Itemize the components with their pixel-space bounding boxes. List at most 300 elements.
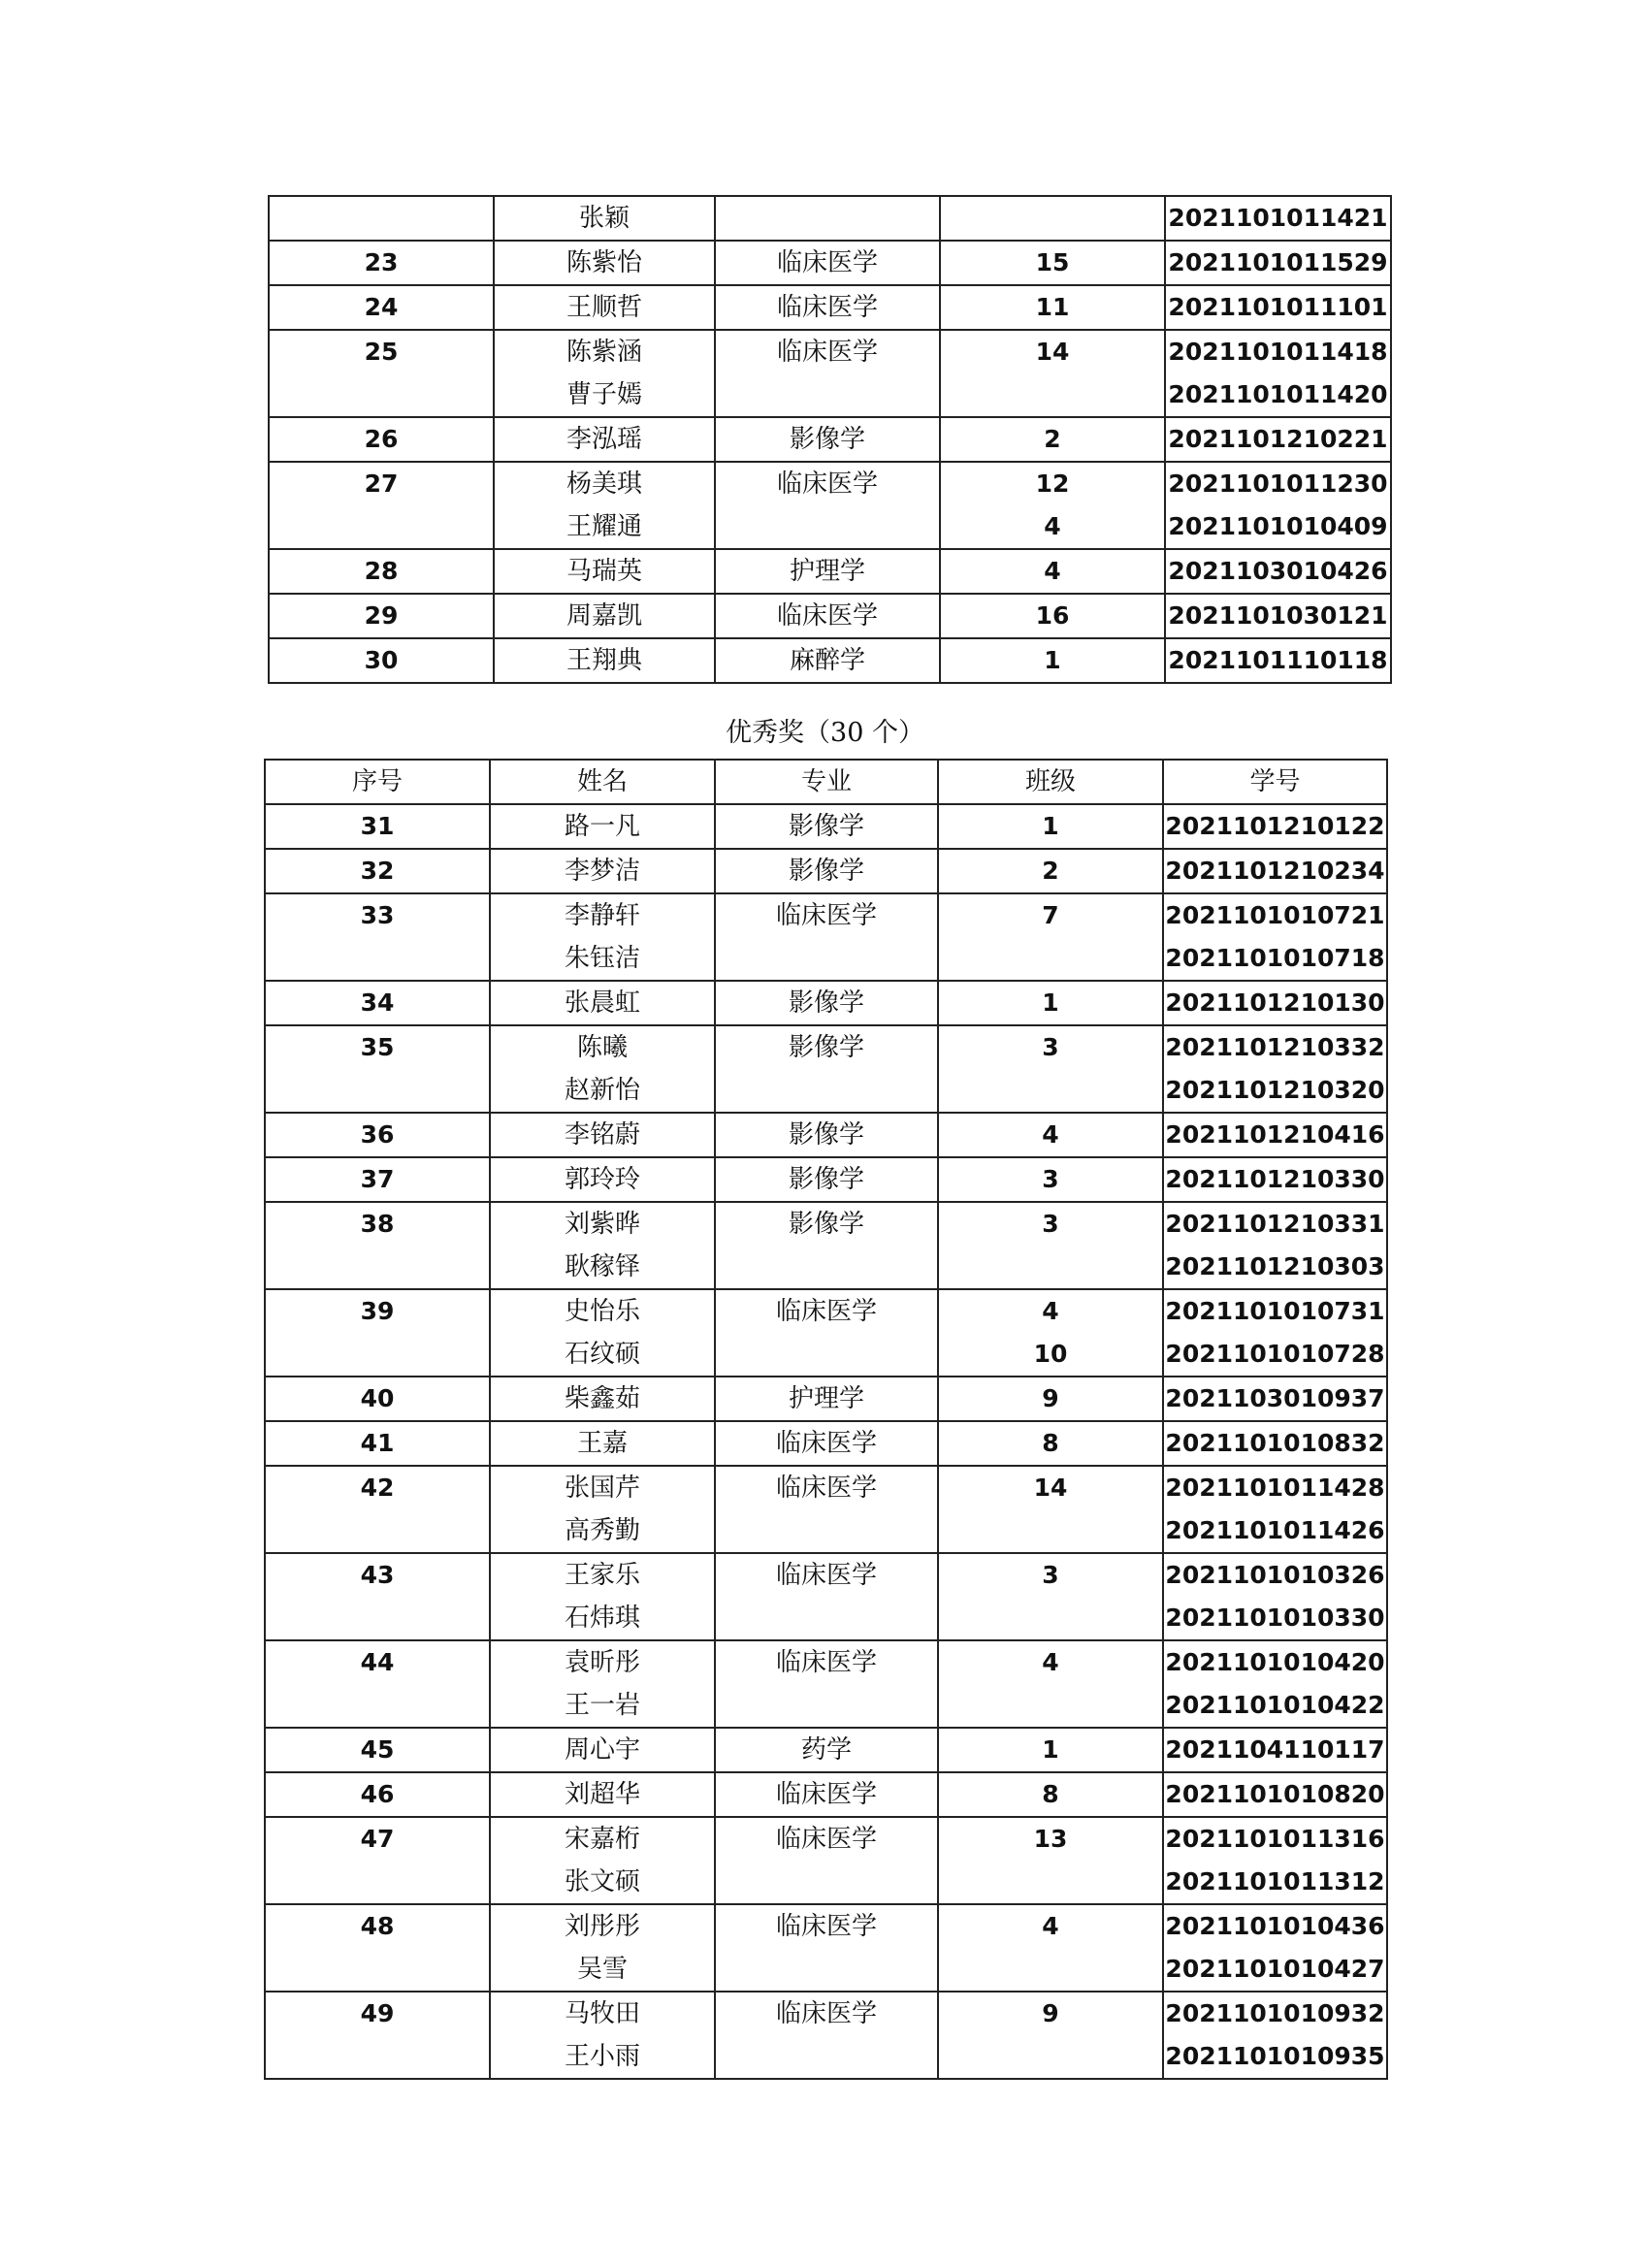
row-number-text: 33 (360, 901, 395, 929)
student-name (490, 981, 715, 1025)
major (715, 1157, 938, 1202)
class-number-text (939, 2035, 1162, 2078)
table-row (265, 893, 1387, 981)
major-text (716, 373, 939, 416)
class-number (938, 1421, 1163, 1466)
table-row (265, 1157, 1387, 1202)
major (715, 1817, 938, 1904)
major (715, 594, 940, 638)
class-number-text: 1 (1042, 988, 1059, 1017)
row-number-text (266, 1684, 489, 1727)
student-id-text: 2021101010409 (1168, 512, 1388, 540)
row-number (269, 638, 494, 683)
class-number (938, 1157, 1163, 1202)
major-text: 临床医学 (775, 1648, 877, 1677)
row-number-text: 29 (364, 601, 399, 630)
row-number (265, 1466, 490, 1553)
student-name-text: 曹子嫣 (566, 380, 642, 409)
major-text: 临床医学 (775, 1474, 877, 1503)
student-name (490, 1553, 715, 1640)
student-id-text: 2021101011101 (1168, 293, 1388, 321)
class-number-text (941, 197, 1164, 240)
row-number (265, 1904, 490, 1992)
class-number (938, 1025, 1163, 1113)
student-id (1163, 1377, 1387, 1421)
student-name-text: 石炜琪 (564, 1604, 640, 1633)
major (715, 1992, 938, 2079)
table-row (265, 1377, 1387, 1421)
table-row (265, 1772, 1387, 1817)
row-number-text (266, 2035, 489, 2078)
table-header (265, 760, 1387, 804)
row-number-text: 25 (364, 338, 399, 366)
student-id-text: 2021101010330 (1165, 1604, 1385, 1632)
table-row (265, 804, 1387, 849)
student-id-text: 2021101210234 (1165, 857, 1385, 885)
student-name-text: 石纹硕 (564, 1340, 640, 1369)
class-number-text: 2 (1042, 857, 1059, 885)
major-text (716, 1861, 937, 1903)
student-id (1165, 330, 1391, 417)
student-name-text: 张颖 (578, 204, 630, 233)
class-number-text: 8 (1042, 1780, 1059, 1808)
class-number-text: 16 (1035, 601, 1070, 630)
class-number-text: 8 (1042, 1429, 1059, 1457)
major-text: 影像学 (788, 1120, 864, 1150)
major (715, 1377, 938, 1421)
student-id-text: 2021101011418 (1168, 338, 1388, 366)
student-name-text: 王耀通 (566, 512, 642, 541)
student-id-text: 2021103010426 (1168, 557, 1388, 585)
major-text: 临床医学 (776, 293, 878, 322)
table-row (265, 1289, 1387, 1377)
major (715, 1113, 938, 1157)
student-name-text: 周嘉凯 (566, 601, 642, 631)
student-id (1163, 1553, 1387, 1640)
student-id-text: 2021101010820 (1165, 1780, 1385, 1808)
major (715, 1202, 938, 1289)
major-text (716, 1597, 937, 1639)
row-number-text: 31 (360, 812, 395, 840)
major-text (716, 1246, 937, 1288)
row-number (265, 1817, 490, 1904)
student-name-text: 陈紫怡 (566, 248, 642, 277)
table-row (265, 1553, 1387, 1640)
major-text: 临床医学 (775, 1999, 877, 2028)
student-name (494, 638, 715, 683)
class-number (938, 1466, 1163, 1553)
student-name-text: 王顺哲 (566, 293, 642, 322)
student-name-text: 袁昕彤 (564, 1648, 640, 1677)
student-id (1163, 1421, 1387, 1466)
table-row (265, 1202, 1387, 1289)
table-row (265, 1817, 1387, 1904)
class-number (938, 1817, 1163, 1904)
student-name-text: 李静轩 (564, 901, 640, 930)
student-id-text: 2021101011230 (1168, 470, 1388, 498)
major-text: 影像学 (788, 812, 864, 841)
student-id-text: 2021103010937 (1165, 1384, 1385, 1412)
student-id (1163, 1466, 1387, 1553)
class-number-text (939, 1246, 1162, 1288)
student-name-text: 路一凡 (564, 812, 640, 841)
student-id-text: 2021101011421 (1168, 204, 1388, 232)
major (715, 1640, 938, 1728)
student-name-text: 王家乐 (564, 1561, 640, 1590)
student-id (1165, 462, 1391, 549)
student-id (1163, 849, 1387, 893)
table-row (269, 594, 1391, 638)
table-row (269, 638, 1391, 683)
student-id (1163, 893, 1387, 981)
student-id-text: 2021101010731 (1165, 1297, 1385, 1325)
class-number-text: 7 (1042, 901, 1059, 929)
student-name (490, 1817, 715, 1904)
student-name-text: 王嘉 (576, 1429, 628, 1458)
row-number (265, 1113, 490, 1157)
header-row (265, 760, 1387, 804)
class-number-text: 4 (1044, 512, 1061, 540)
student-id (1165, 196, 1391, 241)
student-name (490, 1289, 715, 1377)
class-number-text: 11 (1035, 293, 1070, 321)
major (715, 241, 940, 285)
major (715, 549, 940, 594)
student-id-text: 2021101010932 (1165, 1999, 1385, 2027)
class-number-text (939, 1509, 1162, 1552)
row-number-text: 39 (360, 1297, 395, 1325)
student-name-text: 陈紫涵 (566, 338, 642, 367)
student-id (1163, 804, 1387, 849)
class-number-text: 9 (1042, 1999, 1059, 2027)
class-number-text: 3 (1042, 1561, 1059, 1589)
major-text (716, 197, 939, 240)
row-number-text (266, 937, 489, 980)
row-number (269, 594, 494, 638)
major-text: 影像学 (789, 425, 865, 454)
class-number (940, 417, 1165, 462)
table-row (269, 330, 1391, 417)
major-text: 临床医学 (776, 338, 878, 367)
row-number (265, 1202, 490, 1289)
major-text (716, 505, 939, 548)
row-number (265, 1553, 490, 1640)
row-number-text: 38 (360, 1210, 395, 1238)
table-row (265, 1728, 1387, 1772)
continued-table-body (269, 196, 1391, 683)
row-number-text (266, 1246, 489, 1288)
class-number-text: 1 (1042, 812, 1059, 840)
student-id (1163, 1202, 1387, 1289)
row-number-text (266, 1509, 489, 1552)
student-name-text: 高秀勤 (564, 1516, 640, 1545)
class-number (940, 549, 1165, 594)
table-row (265, 1904, 1387, 1992)
student-name (494, 241, 715, 285)
class-number-text: 3 (1042, 1210, 1059, 1238)
student-name-text: 刘彤彤 (564, 1912, 640, 1941)
student-name-text: 柴鑫茹 (564, 1384, 640, 1413)
major-text: 影像学 (788, 857, 864, 886)
major-text: 护理学 (789, 557, 865, 586)
student-name (490, 1640, 715, 1728)
student-name-text: 史怡乐 (564, 1297, 640, 1326)
major-text: 临床医学 (776, 248, 878, 277)
row-number (269, 417, 494, 462)
student-id (1165, 285, 1391, 330)
row-number (265, 1377, 490, 1421)
class-number (938, 1640, 1163, 1728)
table-row (269, 462, 1391, 549)
student-name-text: 马瑞英 (566, 557, 642, 586)
header-no: 序号 (265, 760, 490, 804)
table-row (265, 1113, 1387, 1157)
student-name-text: 陈曦 (576, 1033, 628, 1062)
student-name (490, 1421, 715, 1466)
student-id-text: 2021101210122 (1165, 812, 1385, 840)
student-name (490, 1992, 715, 2079)
class-number (938, 1992, 1163, 2079)
header-student-id: 学号 (1163, 760, 1387, 804)
table-row (269, 241, 1391, 285)
table-row (265, 1466, 1387, 1553)
student-id (1163, 1025, 1387, 1113)
class-number (940, 285, 1165, 330)
student-name (490, 893, 715, 981)
student-id-text: 2021101010718 (1165, 944, 1385, 972)
major-text: 影像学 (788, 1165, 864, 1194)
table-row (265, 849, 1387, 893)
row-number-text: 49 (360, 1999, 395, 2027)
major-text: 影像学 (788, 1210, 864, 1239)
student-name-text: 王翔典 (566, 646, 642, 675)
student-name-text: 耿稼铎 (564, 1252, 640, 1281)
student-name (494, 285, 715, 330)
major (715, 1466, 938, 1553)
student-id-text: 2021101010420 (1165, 1648, 1385, 1676)
class-number (938, 1553, 1163, 1640)
row-number (265, 1992, 490, 2079)
student-name-text: 朱钰洁 (564, 944, 640, 973)
major-text (716, 1333, 937, 1376)
row-number (265, 804, 490, 849)
student-name (494, 417, 715, 462)
student-id (1163, 1992, 1387, 2079)
row-number-text (266, 1333, 489, 1376)
class-number (938, 1377, 1163, 1421)
student-id-text: 2021101011428 (1165, 1474, 1385, 1502)
class-number-text (939, 1948, 1162, 1991)
student-id-text: 2021101210332 (1165, 1033, 1385, 1061)
major (715, 804, 938, 849)
class-number (938, 1202, 1163, 1289)
student-name-text: 刘超华 (564, 1780, 640, 1809)
row-number (269, 285, 494, 330)
excellence-table-body (265, 804, 1387, 2079)
row-number-text: 35 (360, 1033, 395, 1061)
row-number-text: 28 (364, 557, 399, 585)
student-name-text: 杨美琪 (566, 470, 642, 499)
row-number (265, 893, 490, 981)
major (715, 638, 940, 683)
row-number (265, 1289, 490, 1377)
row-number-text: 27 (364, 470, 399, 498)
class-number-text: 4 (1042, 1912, 1059, 1940)
major-text: 临床医学 (775, 1561, 877, 1590)
major-text: 药学 (800, 1735, 852, 1765)
class-number-text: 4 (1044, 557, 1061, 585)
class-number-text (939, 937, 1162, 980)
class-number (940, 241, 1165, 285)
class-number-text: 3 (1042, 1033, 1059, 1061)
class-number (938, 1772, 1163, 1817)
class-number-text: 2 (1044, 425, 1061, 453)
row-number-text (270, 373, 493, 416)
major (715, 981, 938, 1025)
student-name (490, 1113, 715, 1157)
row-number-text (266, 1861, 489, 1903)
class-number-text: 14 (1035, 338, 1070, 366)
student-name (490, 1377, 715, 1421)
student-name-text: 郭玲玲 (564, 1165, 640, 1194)
major (715, 462, 940, 549)
class-number-text: 12 (1035, 470, 1070, 498)
table-row (265, 1421, 1387, 1466)
major (715, 1421, 938, 1466)
class-number (940, 462, 1165, 549)
class-number (938, 1289, 1163, 1377)
row-number (265, 981, 490, 1025)
student-name-text: 张国芹 (564, 1474, 640, 1503)
major (715, 1289, 938, 1377)
student-name-text: 刘紫晔 (564, 1210, 640, 1239)
class-number-text: 4 (1042, 1297, 1059, 1325)
student-id (1165, 638, 1391, 683)
student-id (1163, 1640, 1387, 1728)
student-name-text: 马牧田 (564, 1999, 640, 2028)
row-number (265, 1772, 490, 1817)
major (715, 1904, 938, 1992)
major-text (716, 1684, 937, 1727)
table-row (265, 981, 1387, 1025)
row-number-text: 41 (360, 1429, 395, 1457)
class-number (940, 594, 1165, 638)
row-number (265, 1157, 490, 1202)
student-id (1163, 1289, 1387, 1377)
class-number-text: 9 (1042, 1384, 1059, 1412)
row-number-text: 32 (360, 857, 395, 885)
student-name (494, 462, 715, 549)
student-id-text: 2021101010832 (1165, 1429, 1385, 1457)
student-id-text: 2021101210130 (1165, 988, 1385, 1017)
class-number-text (939, 1861, 1162, 1903)
class-number-text: 1 (1044, 646, 1061, 674)
class-number-text: 4 (1042, 1120, 1059, 1149)
student-name (490, 1202, 715, 1289)
major-text (716, 1509, 937, 1552)
class-number-text: 13 (1033, 1825, 1068, 1853)
student-name-text: 李铭蔚 (564, 1120, 640, 1150)
major (715, 1728, 938, 1772)
student-id-text: 2021101011312 (1165, 1867, 1385, 1895)
major-text: 临床医学 (775, 1825, 877, 1854)
class-number (940, 638, 1165, 683)
section-title: 优秀奖（30 个） (726, 718, 924, 748)
class-number (938, 981, 1163, 1025)
major-text: 临床医学 (776, 470, 878, 499)
row-number (265, 1728, 490, 1772)
class-number-text: 3 (1042, 1165, 1059, 1193)
row-number-text: 45 (360, 1735, 395, 1764)
student-id-text: 2021101210330 (1165, 1165, 1385, 1193)
class-number (940, 330, 1165, 417)
class-number-text (939, 1684, 1162, 1727)
row-number-text: 47 (360, 1825, 395, 1853)
student-name (494, 330, 715, 417)
major-text: 临床医学 (776, 601, 878, 631)
row-number-text: 48 (360, 1912, 395, 1940)
row-number-text: 42 (360, 1474, 395, 1502)
student-id-text: 2021101010721 (1165, 901, 1385, 929)
student-name (490, 849, 715, 893)
student-id (1163, 981, 1387, 1025)
student-id-text: 2021101010422 (1165, 1691, 1385, 1719)
row-number (265, 1025, 490, 1113)
class-number (938, 1728, 1163, 1772)
class-number-text: 4 (1042, 1648, 1059, 1676)
major-text: 影像学 (788, 1033, 864, 1062)
student-id (1163, 1904, 1387, 1992)
row-number-text (266, 1069, 489, 1112)
table-row (269, 549, 1391, 594)
class-number (940, 196, 1165, 241)
major-text (716, 2035, 937, 2078)
class-number (938, 893, 1163, 981)
table-row (265, 1640, 1387, 1728)
student-id-text: 2021101210303 (1165, 1252, 1385, 1280)
major-text (716, 937, 937, 980)
student-name (490, 1466, 715, 1553)
header-class: 班级 (938, 760, 1163, 804)
student-name (490, 1728, 715, 1772)
major (715, 1025, 938, 1113)
major-text (716, 1948, 937, 1991)
header-name: 姓名 (490, 760, 715, 804)
major (715, 285, 940, 330)
student-name-text: 张文硕 (564, 1867, 640, 1896)
table-row (269, 417, 1391, 462)
major (715, 196, 940, 241)
class-number-text (939, 1069, 1162, 1112)
class-number (938, 804, 1163, 849)
class-number (938, 1904, 1163, 1992)
student-name-text: 王小雨 (564, 2042, 640, 2071)
major (715, 1772, 938, 1817)
row-number-text: 44 (360, 1648, 395, 1676)
student-id-text: 2021101010326 (1165, 1561, 1385, 1589)
major-text: 影像学 (788, 988, 864, 1018)
major (715, 1553, 938, 1640)
row-number-text (270, 505, 493, 548)
student-id-text: 2021104110117 (1165, 1735, 1385, 1764)
major-text: 临床医学 (775, 901, 877, 930)
row-number (269, 549, 494, 594)
row-number-text: 46 (360, 1780, 395, 1808)
student-id (1163, 1113, 1387, 1157)
major (715, 893, 938, 981)
row-number (269, 462, 494, 549)
class-number (938, 1113, 1163, 1157)
